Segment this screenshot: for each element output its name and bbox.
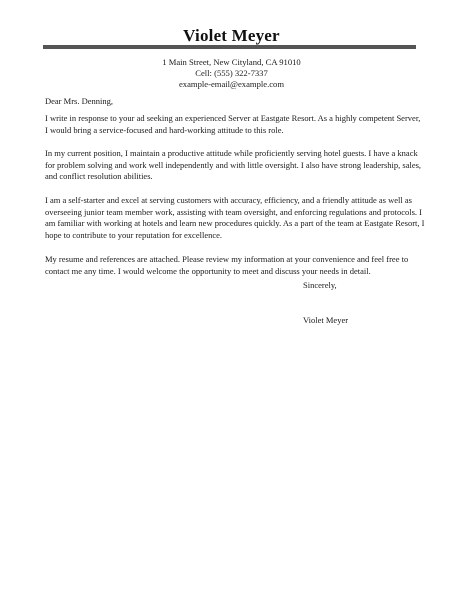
email-line: example-email@example.com [178,79,285,89]
paragraph-skills: I am a self-starter and excel at serving customers with accuracy, efficiency, and a friendly attitude as well as overseeing junior team member work, assisting with team oversight, and enforcing regulations and protocols. I am familiar with working at hotels and learn new procedures quickly. As a part of the team at Eastgate Resort, I hope to contribute to your reputation for excellence. [45,195,425,241]
salutation: Dear Mrs. Denning, [45,96,113,106]
phone-line: Cell: (555) 322-7337 [195,68,268,78]
header-divider [43,45,416,49]
closing-salutation: Sincerely, [303,280,337,290]
applicant-name: Violet Meyer [183,26,280,45]
paragraph-intro: I write in response to your ad seeking an experienced Server at Eastgate Resort. As a highly competent Server, I would bring a service-focused and hard-working attitude to this role. [45,113,421,135]
paragraph-current-position: In my current position, I maintain a productive attitude while proficiently serving hotel guests. I have a knack for problem solving and work well independently and with little oversight. I also have strong leadership, sales, and conflict resolution abilities. [45,148,422,182]
address-line: 1 Main Street, New Cityland, CA 91010 [162,57,301,67]
signature-name: Violet Meyer [303,315,349,325]
paragraph-closing-request: My resume and references are attached. Please review my information at your convenience and feel free to contact me any time. I would welcome the opportunity to meet and discuss your needs in detail. [45,254,409,276]
